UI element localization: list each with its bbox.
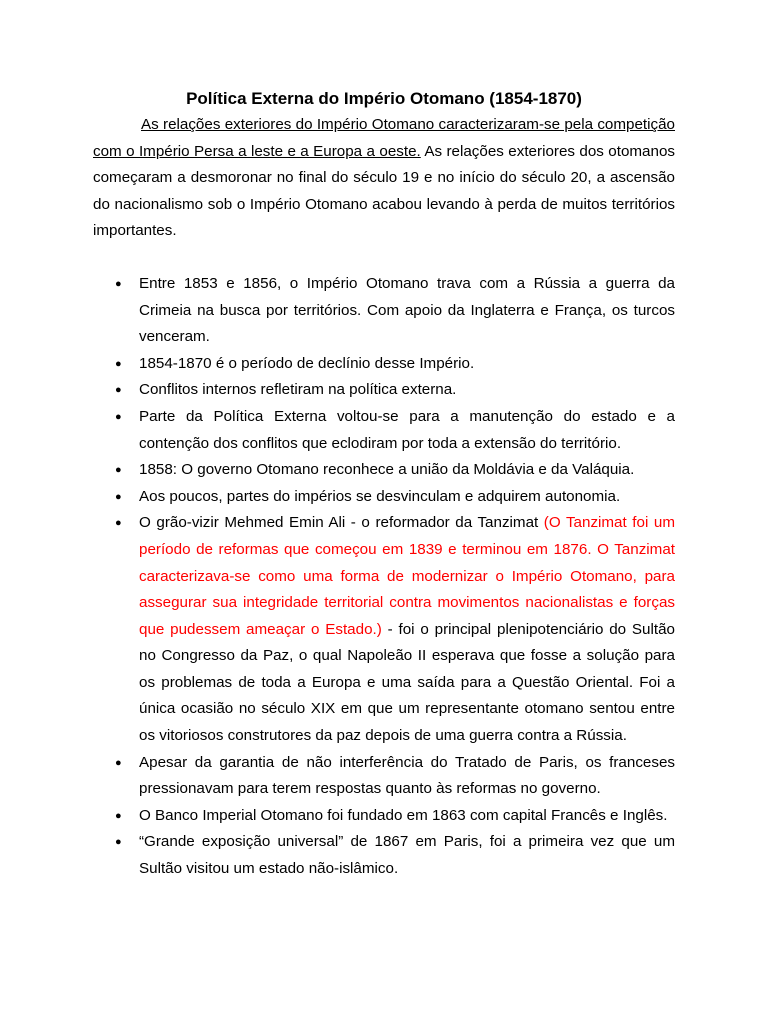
intro-paragraph (93, 112, 675, 245)
bullet-icon: ● (115, 410, 122, 423)
list-item-text: “Grande exposição universal” de 1867 em Paris, foi a primeira vez que um Sultão visitou um estado não-islâmico. (139, 833, 675, 878)
list-item (93, 351, 675, 378)
intro-text: As relações exteriores dos otomanos começaram a desmoronar no final do século 19 e no início do século 20, a ascensão do nacionalismo sob o Império Otomano acabou levando à perda de muitos territórios importantes. (93, 142, 675, 240)
list-item (93, 404, 675, 457)
bullet-icon: ● (115, 357, 122, 370)
intro-underlined-text: As relações exteriores do Império Otomano caracterizaram-se pela competição com o Império Persa a leste e a Europa a oeste. (93, 116, 675, 160)
tanzimat-text-after: - foi o principal plenipotenciário do Sultão no Congresso da Paz, o qual Napoleão II esperava que fosse a solução para os problemas de toda a Europa e uma saída para a Questão Oriental. Foi a única ocasião no século XIX em que um representante otomano sentou entre os vitoriosos construtores da paz depois de uma guerra contra a Rússia. (139, 620, 675, 745)
bullet-icon: ● (115, 809, 122, 822)
list-item-text: O Banco Imperial Otomano foi fundado em 1863 com capital Francês e Inglês. (139, 806, 668, 824)
list-item-text: 1854-1870 é o período de declínio desse Império. (139, 354, 475, 372)
list-item (93, 803, 675, 830)
list-item (93, 377, 675, 404)
list-item (93, 750, 675, 803)
list-item-text: Parte da Política Externa voltou-se para a manutenção do estado e a contenção dos conflitos que eclodiram por toda a extensão do território. (139, 407, 675, 452)
list-item-text: Apesar da garantia de não interferência do Tratado de Paris, os franceses pressionavam para terem respostas quanto às reformas no governo. (139, 753, 675, 798)
bullet-icon: ● (115, 517, 122, 530)
list-item-text: 1858: O governo Otomano reconhece a união da Moldávia e da Valáquia. (139, 461, 635, 479)
list-item-text: Entre 1853 e 1856, o Império Otomano trava com a Rússia a guerra da Crimeia na busca por territórios. Com apoio da Inglaterra e França, os turcos venceram. (139, 274, 675, 346)
list-item-text: Conflitos internos refletiram na política externa. (139, 381, 457, 399)
list-item (93, 457, 675, 484)
bullet-icon: ● (115, 836, 122, 849)
bullet-icon: ● (115, 756, 122, 769)
bullet-icon: ● (115, 384, 122, 397)
bullet-icon: ● (115, 277, 122, 290)
list-item-tanzimat (93, 510, 675, 749)
tanzimat-text-before: O grão-vizir Mehmed Emin Ali - o reformador da Tanzimat (139, 514, 544, 532)
bullet-icon: ● (115, 490, 122, 503)
list-item (93, 271, 675, 351)
tanzimat-highlight-text: (O Tanzimat foi um período de reformas que começou em 1839 e terminou em 1876. O Tanzimat caracterizava-se como uma forma de modernizar o Império Otomano, para assegurar sua integridade territorial contra movimentos nacionalistas e forças que pudessem ameaçar o Estado.) (139, 514, 675, 638)
bullet-icon: ● (115, 464, 122, 477)
list-item-text: Aos poucos, partes do impérios se desvinculam e adquirem autonomia. (139, 487, 621, 505)
list-item (93, 484, 675, 511)
document-title: Política Externa do Império Otomano (1854-1870) (186, 89, 582, 108)
list-item (93, 829, 675, 882)
bullet-list (93, 271, 675, 883)
